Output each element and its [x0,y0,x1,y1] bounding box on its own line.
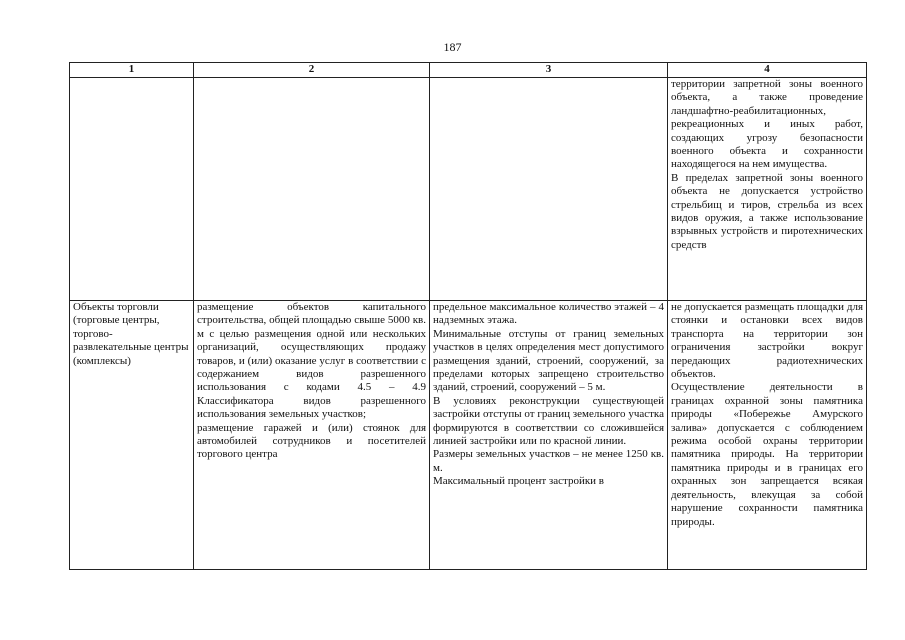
row2-col1-cell [70,301,194,570]
row1-col2-cell [194,78,430,301]
object-type-label: Объекты торговли (торговые центры, торгово-развлекательные центры (комплексы) [73,301,189,367]
regulations-table [69,62,867,570]
table-row [70,78,867,301]
row2-col4-paragraph: Осуществление деятельности в границах охранной зоны памятника природы «Побережье Амурского залива» допускается с соблюдением режима особой охраны территории памятника природы. На территории памятника природы и в границах его охранных зон запрещается всякая деятельность, влекущая за собой нарушение сохранности памятника природы. [671,381,863,528]
row2-col3-cell [430,301,668,570]
row1-col4-paragraph: территории запретной зоны военного объекта, а также проведение ландшафтно-реабилитационных, рекреационных и иных работ, создающих угрозу безопасности военного объекта и сохранности находящегося на нем имущества. [671,78,863,171]
row1-col4-cell [668,78,867,301]
table-header-row [70,63,867,78]
row2-col4-paragraph: не допускается размещать площадки для стоянки и остановки всех видов транспорта на территории зон ограничения застройки вокруг передающих радиотехнических объектов. [671,301,863,381]
row1-col3-cell [430,78,668,301]
row2-col4-cell [668,301,867,570]
row2-col3-paragraph: В условиях реконструкции существующей застройки отступы от границ земельного участка формируются в соответствии со сложившейся линией застройки или по красной линии. [433,394,664,448]
page-number: 187 [443,40,462,54]
row2-col2-paragraph: размещение гаражей и (или) стоянок для автомобилей сотрудников и посетителей торгового центра [197,421,426,461]
header-col-1: 1 [70,63,194,78]
row2-col2-cell [194,301,430,570]
row2-col3-paragraph: Минимальные отступы от границ земельных участков в целях определения мест допустимого размещения зданий, строений, сооружений, за пределами которых запрещено строительство зданий, строений, сооружений – 5 м. [433,327,664,394]
table-row [70,301,867,570]
row2-col3-paragraph: Максимальный процент застройки в [433,475,604,488]
row1-col1-cell [70,78,194,301]
header-col-4: 4 [668,63,867,78]
header-col-3: 3 [430,63,668,78]
header-col-2: 2 [194,63,430,78]
row2-col3-paragraph: Размеры земельных участков – не менее 1250 кв. м. [433,448,664,474]
row2-col3-paragraph: предельное максимальное количество этажей – 4 надземных этажа. [433,301,664,327]
row2-col2-paragraph: размещение объектов капитального строительства, общей площадью свыше 5000 кв. м с целью размещения одной или нескольких организаций, осуществляющих продажу товаров, и (или) оказание услуг в соответствии с содержанием видов разрешенного использования с кодами 4.5 – 4.9 Классификатора видов разрешенного использования земельных участков; [197,301,426,421]
row1-col4-paragraph: В пределах запретной зоны военного объекта не допускается устройство стрельбищ и тиров, стрельба из всех видов оружия, а также использование взрывных устройств и пиротехнических средств [671,171,863,251]
